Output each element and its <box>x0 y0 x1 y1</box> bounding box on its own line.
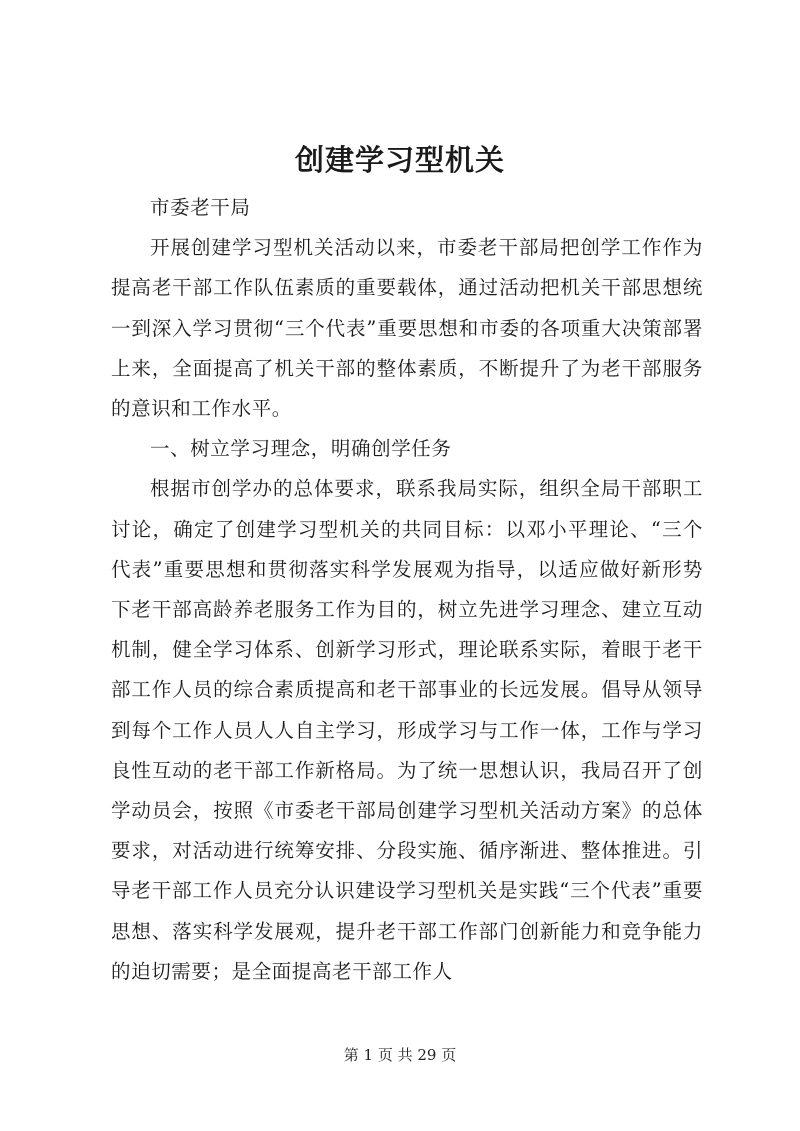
paragraph-intro: 开展创建学习型机关活动以来，市委老干部局把创学工作作为提高老干部工作队伍素质的重要载体，通过活动把机关干部思想统一到深入学习贯彻“三个代表”重要思想和市委的各项重大决策部署上来，全面提高了机关干部的整体素质，不断提升了为老干部服务的意识和工作水平。 <box>111 236 703 421</box>
section-heading-1: 一、树立学习理念，明确创学任务 <box>150 437 452 461</box>
document-title: 创建学习型机关 <box>294 143 505 177</box>
page-number-footer: 第 1 页 共 29 页 <box>343 1046 457 1064</box>
author-line: 市委老干局 <box>150 196 251 219</box>
document-body <box>111 188 703 992</box>
paragraph-section-1: 根据市创学办的总体要求，联系我局实际，组织全局干部职工讨论，确定了创建学习型机关的共同目标：以邓小平理论、“三个代表”重要思想和贯彻落实科学发展观为指导，以适应做好新形势下老干部高龄养老服务工作为目的，树立先进学习理念、建立互动机制，健全学习体系、创新学习形式，理论联系实际，着眼于老干部工作人员的综合素质提高和老干部事业的长远发展。倡导从领导到每个工作人员人人自主学习，形成学习与工作一体，工作与学习良性互动的老干部工作新格局。为了统一思想认识，我局召开了创学动员会，按照《市委老干部局创建学习型机关活动方案》的总体要求，对活动进行统筹安排、分段实施、循序渐进、整体推进。引导老干部工作人员充分认识建设学习型机关是实践“三个代表”重要思想、落实科学发展观，提升老干部工作部门创新能力和竞争能力的迫切需要；是全面提高老干部工作人 <box>111 477 703 983</box>
